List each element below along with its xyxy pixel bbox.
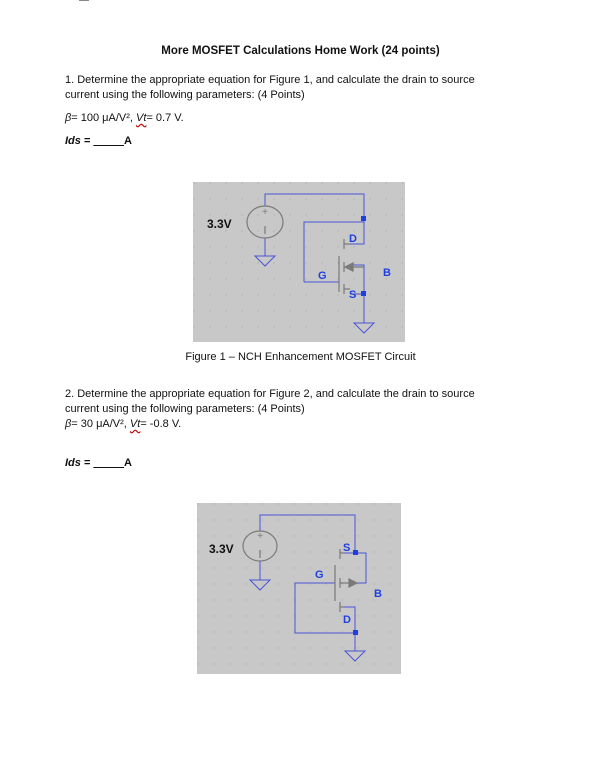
figure-1-body-label: B <box>383 267 391 279</box>
figure-1-caption: Figure 1 – NCH Enhancement MOSFET Circuit <box>185 351 416 363</box>
q1-parameters <box>65 112 184 125</box>
q2-vt-symbol: Vt <box>129 418 141 430</box>
q2-parameters <box>65 418 181 431</box>
figure-2-voltage-label: 3.3V <box>209 542 234 556</box>
q2-unit: A <box>124 457 132 469</box>
q2-beta-value: = 30 μA/V², <box>71 418 130 430</box>
q1-vt-symbol: Vt <box>136 112 147 124</box>
svg-text:+: + <box>262 207 268 218</box>
figure-2-body-label: B <box>374 588 382 600</box>
q2-beta-symbol: β <box>65 418 72 430</box>
q1-text-line1: 1. Determine the appropriate equation for Figure 1, and calculate the drain to source <box>65 74 475 86</box>
q1-vt-value: = 0.7 V. <box>146 112 184 124</box>
page-edge-mark <box>79 0 89 1</box>
q1-text-line2: current using the following parameters: (4 Points) <box>65 89 305 101</box>
q1-ids-eq: = <box>80 135 94 147</box>
figure-2-drain-label: D <box>343 614 351 626</box>
figure-2-source-node <box>353 550 358 555</box>
q1-answer-blank[interactable]: _____ <box>93 135 125 147</box>
q2-ids-eq: = <box>80 457 94 469</box>
svg-text:+: + <box>257 531 263 542</box>
q2-answer-blank[interactable]: _____ <box>93 457 125 469</box>
q1-answer <box>65 135 132 148</box>
figure-2-gate-label: G <box>315 569 324 581</box>
figure-1-source-node <box>361 291 366 296</box>
q2-answer <box>65 457 132 470</box>
figure-1-schematic <box>193 182 405 342</box>
q2-ids-label: Ids <box>65 457 81 469</box>
figure-1-drain-label: D <box>349 233 357 245</box>
page-title: More MOSFET Calculations Home Work (24 points) <box>161 45 440 57</box>
q2-text-line2: current using the following parameters: (4 Points) <box>65 403 305 415</box>
q1-ids-label: Ids <box>65 135 81 147</box>
q2-text-line1: 2. Determine the appropriate equation for Figure 2, and calculate the drain to source <box>65 388 475 400</box>
figure-1-drain-node <box>361 216 366 221</box>
figure-1-source-label: S <box>349 289 357 301</box>
q1-unit: A <box>124 135 132 147</box>
figure-1-voltage-label: 3.3V <box>207 217 232 231</box>
q1-beta-value: = 100 μA/V², <box>71 112 137 124</box>
figure-1-gate-label: G <box>318 270 327 282</box>
q2-vt-value: = -0.8 V. <box>140 418 182 430</box>
figure-2-schematic <box>197 503 401 674</box>
figure-2-drain-node <box>353 630 358 635</box>
q1-beta-symbol: β <box>65 112 72 124</box>
figure-2-source-label: S <box>343 542 351 554</box>
